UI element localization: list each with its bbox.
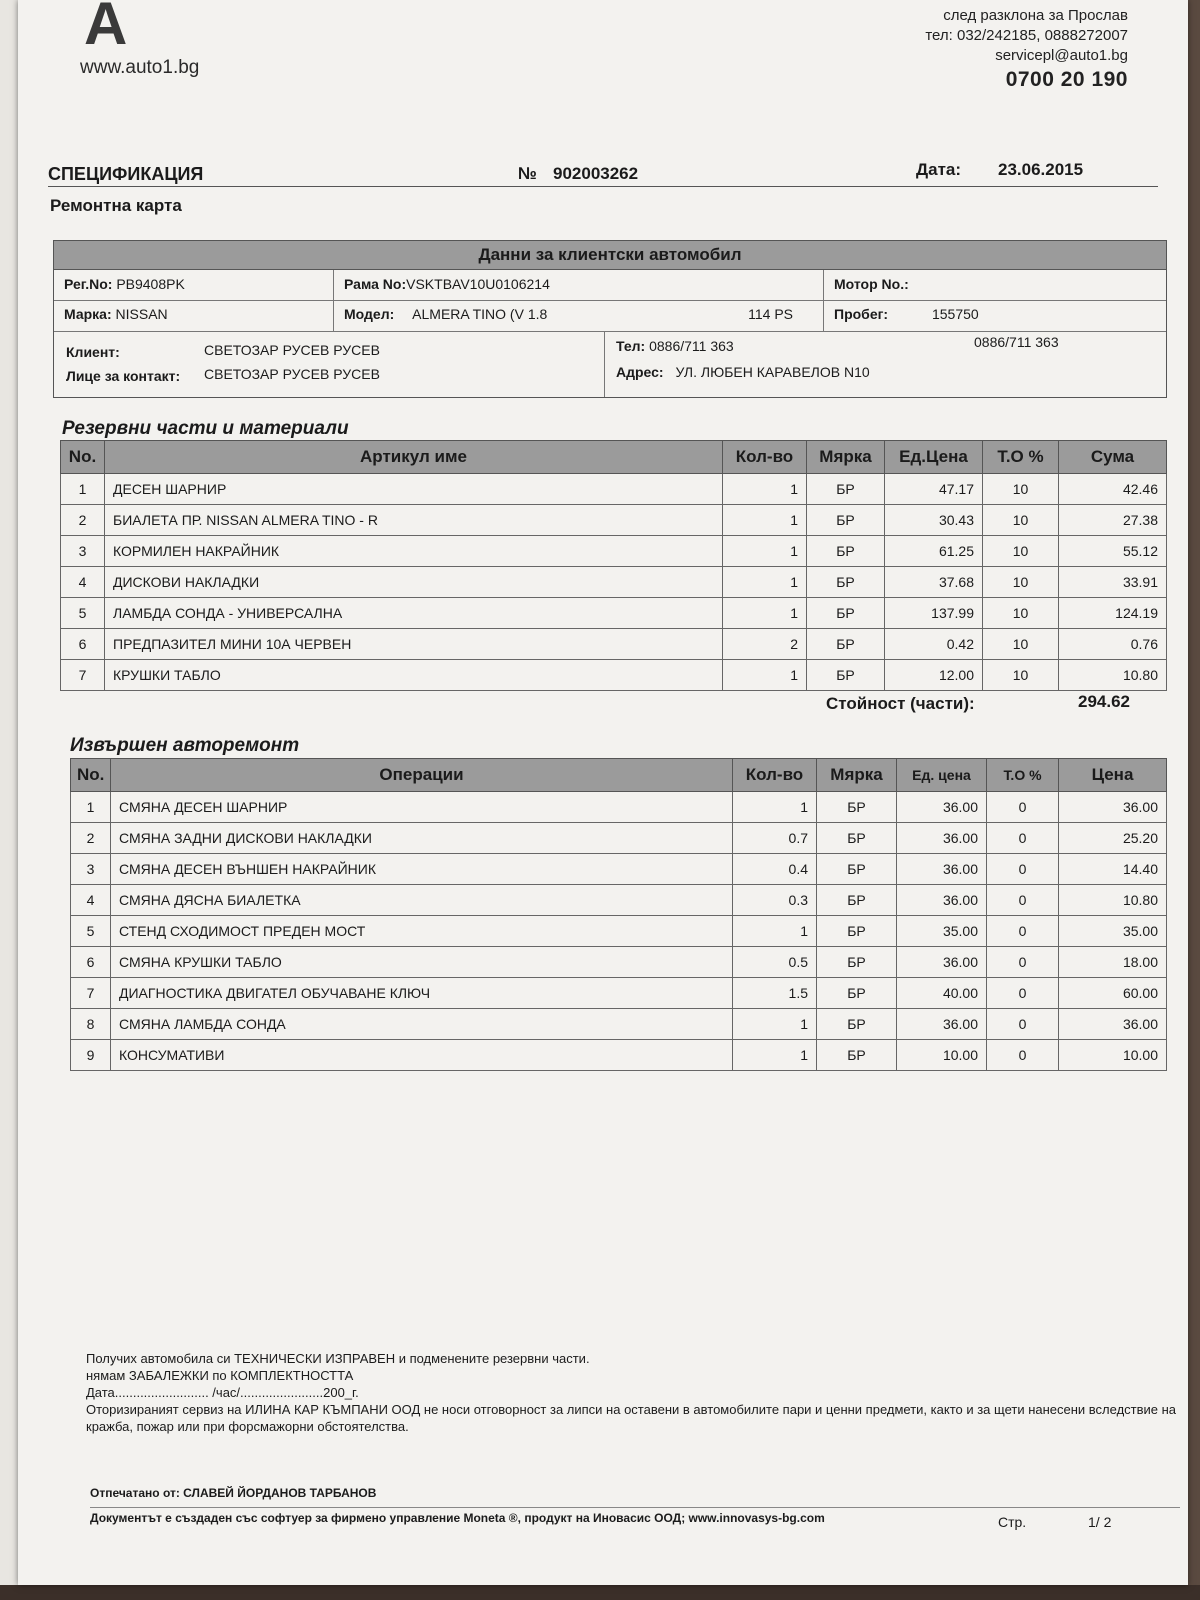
cell-sum: 14.40 [1059, 854, 1167, 885]
contact-label: Лице за контакт: [66, 368, 181, 384]
cell-price: 36.00 [897, 854, 987, 885]
cell-disc: 10 [983, 505, 1059, 536]
engine-label: Мотор No.: [834, 276, 909, 292]
parts-col-unit: Мярка [807, 441, 885, 474]
cell-price: 35.00 [897, 916, 987, 947]
cell-name: СМЯНА ЛАМБДА СОНДА [111, 1009, 733, 1040]
cell-no: 5 [61, 598, 105, 629]
model-value: ALMERA TINO (V 1.8 [412, 306, 548, 322]
cell-disc: 10 [983, 567, 1059, 598]
cell-price: 36.00 [897, 792, 987, 823]
cell-sum: 36.00 [1059, 792, 1167, 823]
reg-no-cell [54, 270, 334, 300]
cell-name: ДЕСЕН ШАРНИР [105, 474, 723, 505]
cell-price: 36.00 [897, 947, 987, 978]
cell-unit: БР [817, 916, 897, 947]
cell-unit: БР [807, 567, 885, 598]
cell-name: КОРМИЛЕН НАКРАЙНИК [105, 536, 723, 567]
table-row [71, 1040, 1167, 1071]
cell-sum: 55.12 [1059, 536, 1167, 567]
client-vehicle-box [53, 240, 1167, 398]
page-number: 1/ 2 [1088, 1514, 1112, 1530]
contact-value: СВЕТОЗАР РУСЕВ РУСЕВ [204, 366, 380, 382]
labor-table [70, 758, 1167, 1071]
cell-price: 0.42 [885, 629, 983, 660]
cell-price: 47.17 [885, 474, 983, 505]
cell-qty: 1 [733, 1009, 817, 1040]
footer-notes [86, 1350, 1186, 1435]
document-header [48, 160, 1158, 187]
labor-col-qty: Кол-во [733, 759, 817, 792]
table-row [61, 567, 1167, 598]
cell-price: 30.43 [885, 505, 983, 536]
cell-name: СМЯНА ДЯСНА БИАЛЕТКА [111, 885, 733, 916]
labor-col-unit: Мярка [817, 759, 897, 792]
cell-unit: БР [817, 792, 897, 823]
cell-unit: БР [807, 629, 885, 660]
cell-name: ДИСКОВИ НАКЛАДКИ [105, 567, 723, 598]
company-address: след разклона за Прослав [943, 7, 1128, 24]
client-label: Клиент: [66, 344, 120, 360]
document-title: СПЕЦИФИКАЦИЯ [48, 164, 204, 184]
cell-unit: БР [817, 885, 897, 916]
cell-unit: БР [807, 474, 885, 505]
labor-section-title: Извършен авторемонт [70, 735, 300, 756]
cell-qty: 1 [723, 598, 807, 629]
document-number-label: № [518, 164, 537, 183]
table-row [71, 978, 1167, 1009]
vehicle-row-2 [54, 300, 1166, 332]
company-website: www.auto1.bg [80, 57, 200, 78]
company-logo [66, 0, 256, 82]
cell-qty: 1 [733, 1040, 817, 1071]
cell-no: 4 [61, 567, 105, 598]
cell-disc: 0 [987, 854, 1059, 885]
desk-background [0, 1585, 1200, 1600]
parts-col-discount: Т.О % [983, 441, 1059, 474]
cell-unit: БР [817, 854, 897, 885]
vehicle-row-1 [54, 270, 1166, 301]
cell-name: КОНСУМАТИВИ [111, 1040, 733, 1071]
cell-disc: 0 [987, 1009, 1059, 1040]
cell-qty: 1 [723, 660, 807, 691]
model-cell [334, 300, 824, 331]
company-contacts [925, 6, 1128, 90]
make-value: NISSAN [115, 306, 168, 322]
cell-no: 9 [71, 1040, 111, 1071]
cell-no: 7 [61, 660, 105, 691]
reg-no-label: Рег.No: [64, 276, 113, 292]
table-row [71, 1009, 1167, 1040]
cell-name: СМЯНА ЗАДНИ ДИСКОВИ НАКЛАДКИ [111, 823, 733, 854]
footer-note-date: Дата.......................... /час/.......................200_г. [86, 1385, 359, 1400]
cell-price: 36.00 [897, 885, 987, 916]
cell-sum: 27.38 [1059, 505, 1167, 536]
table-row [71, 823, 1167, 854]
document-date: 23.06.2015 [998, 160, 1084, 179]
reg-no-value: PB9408PK [116, 276, 185, 292]
table-row [71, 854, 1167, 885]
cell-disc: 0 [987, 1040, 1059, 1071]
cell-name: КРУШКИ ТАБЛО [105, 660, 723, 691]
cell-unit: БР [817, 978, 897, 1009]
cell-disc: 10 [983, 660, 1059, 691]
cell-no: 2 [61, 505, 105, 536]
cell-disc: 0 [987, 823, 1059, 854]
cell-qty: 1 [733, 916, 817, 947]
adjacent-page-edge [0, 0, 18, 1600]
cell-unit: БР [817, 947, 897, 978]
cell-qty: 1 [723, 474, 807, 505]
parts-col-no: No. [61, 441, 105, 474]
parts-total-label: Стойност (части): [826, 694, 975, 713]
cell-qty: 1 [733, 792, 817, 823]
labor-col-sum: Цена [1059, 759, 1167, 792]
cell-no: 1 [71, 792, 111, 823]
cell-no: 6 [71, 947, 111, 978]
cell-name: ДИАГНОСТИКА ДВИГАТЕЛ ОБУЧАВАНЕ КЛЮЧ [111, 978, 733, 1009]
cell-sum: 0.76 [1059, 629, 1167, 660]
cell-price: 10.00 [897, 1040, 987, 1071]
parts-col-name: Артикул име [105, 441, 723, 474]
cell-qty: 1.5 [733, 978, 817, 1009]
cell-disc: 0 [987, 978, 1059, 1009]
cell-qty: 2 [723, 629, 807, 660]
cell-no: 8 [71, 1009, 111, 1040]
cell-qty: 1 [723, 567, 807, 598]
address-value: УЛ. ЛЮБЕН КАРАВЕЛОВ N10 [675, 364, 870, 380]
cell-disc: 0 [987, 947, 1059, 978]
company-hotline: 0700 20 190 [1005, 68, 1128, 91]
cell-no: 4 [71, 885, 111, 916]
table-row [61, 505, 1167, 536]
cell-disc: 0 [987, 792, 1059, 823]
phone-label: Тел: [616, 338, 646, 354]
document-subtitle: Ремонтна карта [50, 196, 182, 215]
client-row [54, 332, 1166, 397]
cell-unit: БР [807, 505, 885, 536]
cell-disc: 10 [983, 536, 1059, 567]
cell-no: 2 [71, 823, 111, 854]
cell-sum: 18.00 [1059, 947, 1167, 978]
cell-name: СМЯНА ДЕСЕН ВЪНШЕН НАКРАЙНИК [111, 854, 733, 885]
cell-name: СМЯНА КРУШКИ ТАБЛО [111, 947, 733, 978]
cell-qty: 1 [723, 505, 807, 536]
cell-unit: БР [817, 1009, 897, 1040]
labor-col-name: Операции [111, 759, 733, 792]
model-label: Модел: [344, 306, 395, 322]
parts-table [60, 440, 1167, 691]
cell-no: 3 [71, 854, 111, 885]
phone-line [616, 338, 734, 354]
engine-cell [824, 270, 1166, 300]
footer-note-received: Получих автомобила си ТЕХНИЧЕСКИ ИЗПРАВЕН и подменените резервни части. [86, 1351, 590, 1366]
table-row [61, 474, 1167, 505]
cell-no: 1 [61, 474, 105, 505]
cell-sum: 25.20 [1059, 823, 1167, 854]
client-value: СВЕТОЗАР РУСЕВ РУСЕВ [204, 342, 380, 358]
engine-power: 114 PS [748, 306, 793, 322]
mileage-value: 155750 [931, 306, 979, 322]
cell-disc: 10 [983, 474, 1059, 505]
labor-header-row [71, 759, 1167, 792]
cell-no: 3 [61, 536, 105, 567]
document-number: 902003262 [553, 164, 639, 183]
cell-name: СМЯНА ДЕСЕН ШАРНИР [111, 792, 733, 823]
cell-price: 36.00 [897, 823, 987, 854]
logo-mark: A [84, 0, 124, 48]
cell-sum: 35.00 [1059, 916, 1167, 947]
company-email: servicepl@auto1.bg [995, 47, 1128, 64]
cell-qty: 0.3 [733, 885, 817, 916]
cell-unit: БР [807, 598, 885, 629]
table-row [61, 629, 1167, 660]
cell-sum: 10.80 [1059, 660, 1167, 691]
cell-unit: БР [817, 823, 897, 854]
page-label: Стр. [998, 1514, 1027, 1530]
table-row [61, 536, 1167, 567]
table-row [61, 660, 1167, 691]
frame-value: VSKTBAV10U0106214 [406, 276, 550, 292]
cell-disc: 10 [983, 629, 1059, 660]
cell-price: 36.00 [897, 1009, 987, 1040]
table-row [71, 916, 1167, 947]
labor-col-discount: Т.О % [987, 759, 1059, 792]
parts-col-qty: Кол-во [723, 441, 807, 474]
labor-col-no: No. [71, 759, 111, 792]
mileage-label: Пробег: [834, 306, 889, 322]
cell-price: 37.68 [885, 567, 983, 598]
phone-value: 0886/711 363 [649, 338, 734, 354]
labor-col-price: Ед. цена [897, 759, 987, 792]
cell-sum: 36.00 [1059, 1009, 1167, 1040]
cell-no: 5 [71, 916, 111, 947]
parts-col-sum: Сума [1059, 441, 1167, 474]
cell-qty: 1 [723, 536, 807, 567]
frame-cell [334, 270, 824, 300]
table-row [61, 598, 1167, 629]
address-line [616, 364, 870, 380]
printed-by: Отпечатано от: СЛАВЕЙ ЙОРДАНОВ ТАРБАНОВ [90, 1486, 377, 1500]
cell-sum: 10.80 [1059, 885, 1167, 916]
cell-disc: 10 [983, 598, 1059, 629]
parts-col-price: Ед.Цена [885, 441, 983, 474]
footer-note-complete: нямам ЗАБАЛЕЖКИ по КОМПЛЕКТНОСТТА [86, 1368, 354, 1383]
cell-unit: БР [807, 536, 885, 567]
cell-qty: 0.7 [733, 823, 817, 854]
frame-label: Рама No: [344, 276, 407, 292]
cell-sum: 42.46 [1059, 474, 1167, 505]
cell-disc: 0 [987, 885, 1059, 916]
company-phones: тел: 032/242185, 0888272007 [925, 27, 1128, 44]
parts-total-value: 294.62 [1078, 692, 1130, 711]
cell-sum: 33.91 [1059, 567, 1167, 598]
make-cell [54, 300, 334, 331]
cell-price: 40.00 [897, 978, 987, 1009]
parts-section-title: Резервни части и материали [62, 418, 349, 439]
table-row [71, 885, 1167, 916]
client-names-cell [54, 332, 605, 397]
cell-price: 12.00 [885, 660, 983, 691]
cell-name: ЛАМБДА СОНДА - УНИВЕРСАЛНА [105, 598, 723, 629]
footer-note-disclaimer: Оторизираният сервиз на ИЛИНА КАР КЪМПАНИ ООД не носи отговорност за липси на оставени в автомобилите пари и ценни предмети, както и за щети нанесени вследствие на кражба, пожар или при форсмажорни обстоятелства. [86, 1402, 1177, 1434]
table-row [71, 947, 1167, 978]
mileage-cell [824, 300, 1166, 331]
phone2-value: 0886/711 363 [974, 334, 1059, 350]
cell-disc: 0 [987, 916, 1059, 947]
document-date-label: Дата: [916, 160, 962, 179]
cell-unit: БР [807, 660, 885, 691]
cell-name: СТЕНД СХОДИМОСТ ПРЕДЕН МОСТ [111, 916, 733, 947]
cell-name: ПРЕДПАЗИТЕЛ МИНИ 10А ЧЕРВЕН [105, 629, 723, 660]
cell-price: 61.25 [885, 536, 983, 567]
make-label: Марка: [64, 306, 112, 322]
address-label: Адрес: [616, 364, 664, 380]
cell-sum: 124.19 [1059, 598, 1167, 629]
cell-no: 7 [71, 978, 111, 1009]
parts-header-row [61, 441, 1167, 474]
cell-sum: 10.00 [1059, 1040, 1167, 1071]
cell-no: 6 [61, 629, 105, 660]
cell-sum: 60.00 [1059, 978, 1167, 1009]
cell-qty: 0.5 [733, 947, 817, 978]
software-credit: Документът е създаден със софтуер за фирмено управление Moneta ®, продукт на Иновасис ООД; www.innovasys-bg.com [90, 1507, 1180, 1525]
cell-name: БИАЛЕТА ПР. NISSAN ALMERA TINO - R [105, 505, 723, 536]
table-row [71, 792, 1167, 823]
client-section-heading: Данни за клиентски автомобил [54, 241, 1166, 270]
cell-unit: БР [817, 1040, 897, 1071]
cell-qty: 0.4 [733, 854, 817, 885]
document-sheet [18, 0, 1188, 1585]
cell-price: 137.99 [885, 598, 983, 629]
